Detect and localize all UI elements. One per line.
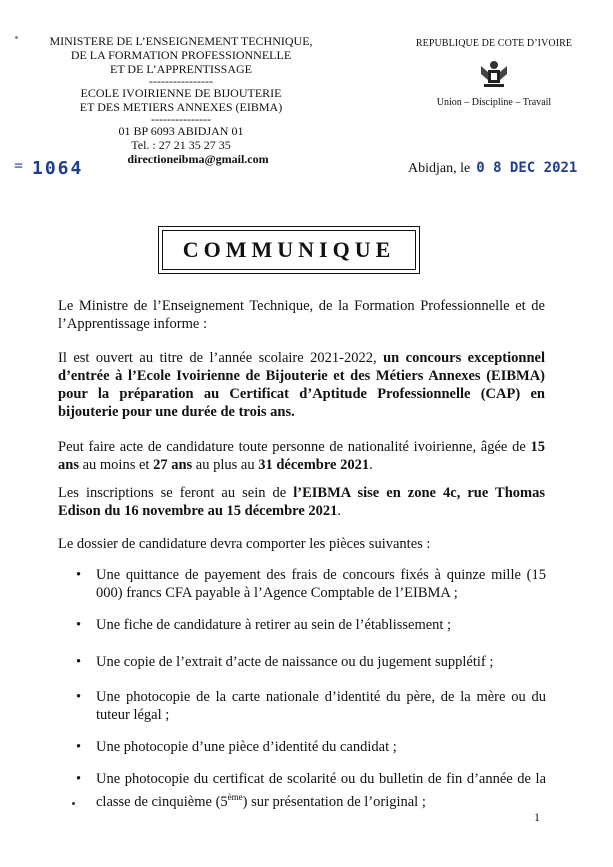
ministry-line-1: MINISTERE DE L’ENSEIGNEMENT TECHNIQUE, — [49, 34, 313, 48]
list-item — [76, 738, 546, 756]
document-title: COMMUNIQUE — [162, 230, 416, 270]
bullet-icon: • — [76, 617, 82, 633]
school-line-2: ET DES METIERS ANNEXES (EIBMA) — [79, 100, 283, 114]
bullet-icon: • — [76, 689, 82, 705]
separator-2: --------------- — [151, 112, 211, 126]
email: directioneibma@gmail.com — [127, 152, 269, 166]
min-age: 15 ans — [58, 439, 545, 473]
eligibility-period: . — [369, 457, 373, 473]
registration-place-dates: l’EIBMA sise en zone 4c, rue Thomas Edison du 16 novembre au 15 décembre 2021 — [58, 485, 546, 519]
stamp-mark-icon: = — [14, 158, 24, 175]
telephone: Tel. : 27 21 35 27 35 — [131, 138, 231, 152]
reference-date: 31 décembre 2021 — [258, 457, 370, 473]
bullet-icon: • — [76, 654, 82, 670]
postal-address: 01 BP 6093 ABIDJAN 01 — [118, 124, 244, 138]
place: Abidjan, le — [408, 161, 471, 176]
list-item-text: Une photocopie du certificat de scolarité ou du bulletin de fin d’année de la classe de cinquième (5 — [96, 771, 546, 810]
paragraph-dossier: Le dossier de candidature devra comporter les pièces suivantes : — [58, 536, 431, 552]
list-item-text: Une quittance de payement des frais de concours fixés à quinze mille (15 000) francs CFA payable à l’Agence Comptable de l’EIBMA ; — [96, 567, 546, 601]
concours-text: Il est ouvert au titre de l’année scolaire 2021-2022, — [58, 350, 384, 366]
eligibility-text-2: au moins et — [78, 457, 154, 473]
concours-bold: un concours exceptionnel d’entrée à l’Ecole Ivoirienne de Bijouterie et des Métiers Annexes (EIBMA) pour la préparation au Certificat d’Aptitude Professionnelle (CAP) en bijouterie pour une durée de trois ans. — [58, 350, 546, 420]
list-item-text: Une copie de l’extrait d’acte de naissance ou du jugement supplétif ; — [96, 654, 494, 670]
eligibility-text-3: au plus au — [192, 457, 259, 473]
list-item-text: Une photocopie d’une pièce d’identité du candidat ; — [96, 739, 397, 755]
list-item — [76, 653, 546, 671]
list-item — [76, 770, 546, 811]
bullet-icon: • — [76, 739, 82, 755]
list-item-text-end: ) sur présentation de l’original ; — [242, 793, 426, 810]
ministry-line-2: DE LA FORMATION PROFESSIONNELLE — [70, 48, 292, 62]
date-stamp: 0 8 DEC 2021 — [476, 160, 578, 176]
scan-speck — [72, 802, 75, 805]
registration-period: . — [337, 503, 342, 519]
school-line-1: ECOLE IVOIRIENNE DE BIJOUTERIE — [80, 86, 282, 100]
list-item-text: Une fiche de candidature à retirer au sein de l’établissement ; — [96, 617, 452, 633]
list-item — [76, 566, 546, 602]
list-item — [76, 688, 546, 724]
registration-text: Les inscriptions se feront au sein de — [58, 485, 294, 501]
bullet-icon: • — [76, 771, 82, 787]
paragraph-intro: Le Ministre de l’Enseignement Technique, de la Formation Professionnelle et de l’Apprentissage informe : — [58, 298, 545, 332]
separator-1: ---------------- — [149, 74, 213, 88]
superscript: ème — [227, 792, 243, 802]
republic-name: REPUBLIQUE DE COTE D’IVOIRE — [415, 38, 573, 49]
ministry-line-3: ET DE L’APPRENTISSAGE — [109, 62, 252, 76]
list-item — [76, 616, 546, 634]
max-age: 27 ans — [153, 457, 193, 473]
bullet-icon: • — [76, 567, 82, 583]
scan-speck — [15, 36, 18, 39]
reference-number-stamp: 1064 — [32, 158, 84, 179]
national-motto: Union – Discipline – Travail — [436, 97, 552, 108]
document-list — [76, 0, 546, 867]
eligibility-text: Peut faire acte de candidature toute personne de nationalité ivoirienne, âgée de — [58, 439, 531, 455]
page-number: 1 — [534, 810, 540, 824]
list-item-text: Une photocopie de la carte nationale d’identité du père, de la mère ou du tuteur légal ; — [96, 689, 546, 723]
